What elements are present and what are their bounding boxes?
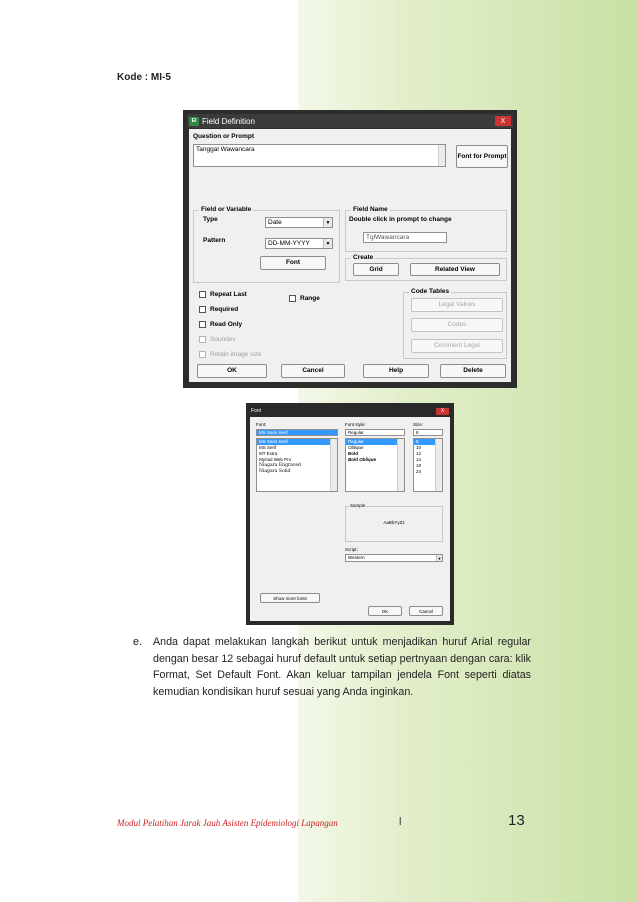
checkbox-label: Required (210, 306, 239, 313)
size-list-scrollbar[interactable] (435, 439, 442, 491)
checkbox-label: Read Only (210, 321, 243, 328)
close-icon[interactable]: X (495, 116, 511, 126)
list-item[interactable]: Niagara Solid (259, 469, 291, 474)
read-only-checkbox[interactable] (199, 321, 242, 328)
dialog-title: Field Definition (202, 116, 255, 126)
pattern-label: Pattern (203, 237, 226, 244)
question-label: Question or Prompt (193, 133, 255, 140)
sample-label: Sample (350, 503, 366, 508)
group-title: Code Tables (411, 288, 450, 295)
chevron-down-icon: ▼ (323, 239, 332, 248)
footer-separator: l (399, 816, 402, 828)
style-label: Font style: (345, 422, 366, 427)
list-item[interactable]: 12 (416, 451, 422, 456)
cancel-button[interactable]: Cancel (281, 364, 345, 378)
module-code: Kode : MI-5 (117, 72, 171, 83)
range-checkbox[interactable] (289, 295, 320, 302)
list-item[interactable]: Regular (346, 439, 404, 445)
sample-group (345, 503, 443, 542)
ok-button[interactable]: OK (368, 606, 402, 616)
list-item[interactable]: Bold (348, 451, 358, 456)
grid-button[interactable]: Grid (353, 263, 399, 276)
font-name-input[interactable]: MS Sans Serif (256, 429, 338, 436)
field-name-input[interactable]: TglWawancara (363, 232, 447, 243)
checkbox-label: Repeat Last (210, 291, 247, 298)
pattern-value: DD-MM-YYYY (268, 240, 310, 247)
font-label: Font: (256, 422, 267, 427)
list-item[interactable]: MT Extra (259, 451, 278, 456)
chevron-down-icon: ▼ (437, 555, 442, 561)
list-marker: e. (133, 636, 142, 648)
related-view-button[interactable]: Related View (410, 263, 500, 276)
script-select[interactable] (345, 554, 443, 562)
checkbox-box (199, 321, 206, 328)
font-dialog-title: Font (251, 408, 262, 414)
group-title: Create (353, 254, 374, 261)
font-for-prompt-button[interactable]: Font for Prompt (456, 145, 508, 168)
checkbox-box (289, 295, 296, 302)
list-item[interactable]: Oblique (348, 445, 364, 450)
ok-button[interactable]: OK (197, 364, 267, 378)
checkbox-label: Soundex (210, 336, 236, 343)
font-style-input[interactable]: Regular (345, 429, 405, 436)
font-name-list[interactable] (256, 438, 338, 492)
checkbox-box (199, 336, 206, 343)
sample-text: AaBbYyZz (383, 520, 405, 525)
list-item[interactable]: Niagara Engraved (259, 463, 301, 468)
font-size-list[interactable] (413, 438, 443, 492)
list-item[interactable]: MS Sans Serif (257, 439, 337, 445)
type-label: Type (203, 216, 218, 223)
footer-module-title: Modul Pelatihan Jarak Jauh Asisten Epidemiologi Lapangan (117, 818, 338, 828)
list-item[interactable]: 10 (416, 445, 422, 450)
pattern-select[interactable] (265, 238, 333, 249)
help-button[interactable]: Help (363, 364, 429, 378)
list-item[interactable]: 24 (416, 469, 422, 474)
list-item[interactable]: 8 (414, 439, 442, 445)
list-item[interactable]: 18 (416, 463, 422, 468)
question-input[interactable] (193, 144, 446, 167)
type-value: Date (268, 219, 282, 226)
legal-values-button[interactable]: Legal Values (411, 298, 503, 312)
codes-button[interactable]: Codes (411, 318, 503, 332)
retain-image-size-checkbox[interactable] (199, 351, 262, 358)
font-style-list[interactable] (345, 438, 405, 492)
delete-button[interactable]: Delete (440, 364, 506, 378)
show-more-fonts-button[interactable]: Show more fonts (260, 593, 320, 603)
list-item[interactable]: Bold Oblique (348, 457, 376, 462)
repeat-last-checkbox[interactable] (199, 291, 247, 298)
checkbox-box (199, 306, 206, 313)
soundex-checkbox[interactable] (199, 336, 236, 343)
script-label: Script: (345, 547, 358, 552)
font-dialog-body (250, 417, 450, 621)
group-title: Field Name (353, 206, 388, 213)
dialog-body (189, 129, 511, 382)
font-list-scrollbar[interactable] (330, 439, 337, 491)
font-size-input[interactable]: 8 (413, 429, 443, 436)
style-list-scrollbar[interactable] (397, 439, 404, 491)
epi-info-icon: EI (189, 117, 199, 126)
close-icon[interactable]: X (436, 408, 449, 415)
cancel-button[interactable]: Cancel (409, 606, 443, 616)
instruction-paragraph (133, 634, 531, 700)
script-value: Western (348, 555, 365, 560)
field-definition-dialog (183, 110, 517, 388)
size-label: Size: (413, 422, 424, 427)
question-value: Tanggal Wawancara (196, 146, 255, 153)
page-number: 13 (508, 812, 525, 829)
type-select[interactable] (265, 217, 333, 228)
chevron-down-icon: ▼ (323, 218, 332, 227)
list-item[interactable]: MS Serif (259, 445, 277, 450)
checkbox-label: Range (300, 295, 320, 302)
list-item[interactable]: 14 (416, 457, 422, 462)
dialog-titlebar (187, 114, 513, 128)
required-checkbox[interactable] (199, 306, 238, 313)
font-dialog-titlebar (249, 406, 451, 416)
font-button[interactable]: Font (260, 256, 326, 270)
group-title: Field or Variable (201, 206, 252, 213)
question-scrollbar[interactable] (438, 145, 445, 166)
paragraph-text: Anda dapat melakukan langkah berikut untuk menjadikan huruf Arial regular dengan besar 12 sebagai huruf default untuk setiap pertnyaan dengan cara: klik Format, Set Default Font. Akan keluar tampilan jendela Font seperti diatas kemudian kondisikan huruf sesuai yang Anda inginkan. (153, 636, 531, 698)
list-item[interactable]: Myriad Web Pro (259, 457, 292, 462)
checkbox-label: Retain image size (210, 351, 262, 358)
comment-legal-button[interactable]: Comment Legal (411, 339, 503, 353)
font-dialog (246, 403, 454, 625)
checkbox-box (199, 291, 206, 298)
checkbox-box (199, 351, 206, 358)
field-name-hint: Double click in prompt to change (349, 216, 452, 223)
